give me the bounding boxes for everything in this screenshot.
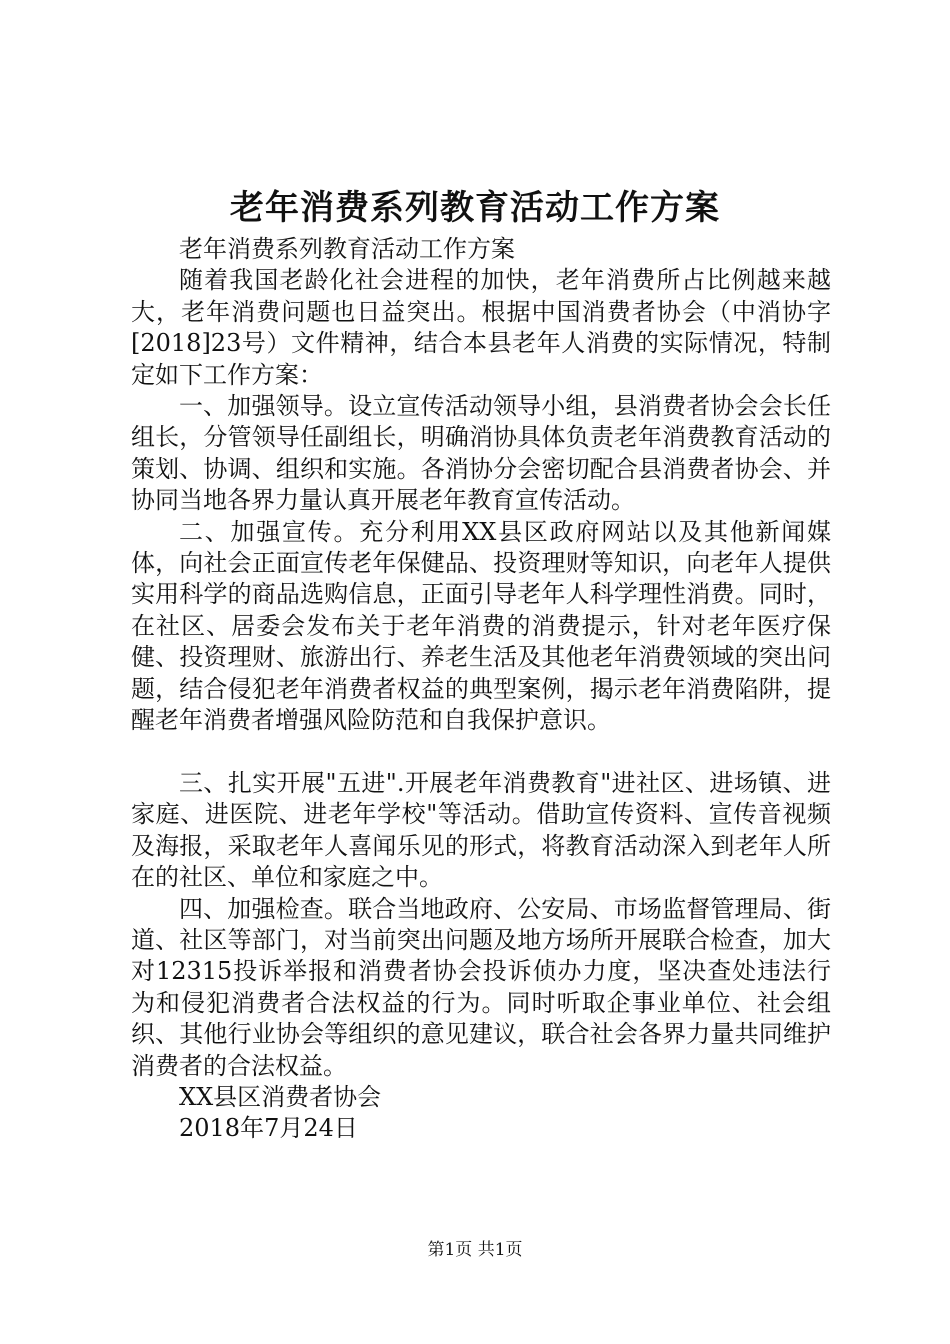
date-line: 2018年7月24日 xyxy=(179,1114,358,1143)
paragraph-gap xyxy=(131,737,831,768)
signature-line: XX县区消费者协会 xyxy=(179,1082,382,1111)
document-title: 老年消费系列教育活动工作方案 xyxy=(230,188,720,228)
subtitle-paragraph: 老年消费系列教育活动工作方案 xyxy=(179,235,515,263)
page-footer: 第1页 共1页 xyxy=(427,1240,523,1260)
section-inspection-paragraph: 四、加强检查。联合当地政府、公安局、市场监督管理局、街道、社区等部门，对当前突出问题及地方场所开展联合检查，加大对12315投诉举报和消费者协会投诉侦办力度，坚决查处违法行为和侵犯消费者合法权益的行为。同时听取企事业单位、社会组织、其他行业协会等组织的意见建议，联合社会各界力量共同维护消费者的合法权益。 xyxy=(131,894,831,1080)
section-five-entries-paragraph: 三、扎实开展"五进".开展老年消费教育"进社区、进场镇、进家庭、进医院、进老年学校"等活动。借助宣传资料、宣传音视频及海报，采取老年人喜闻乐见的形式，将教育活动深入到老年人所在的社区、单位和家庭之中。 xyxy=(131,768,831,892)
section-leadership-paragraph: 一、加强领导。设立宣传活动领导小组，县消费者协会会长任组长，分管领导任副组长，明确消协具体负责老年消费教育活动的策划、协调、组织和实施。各消协分会密切配合县消费者协会、并协同当地各界力量认真开展老年教育宣传活动。 xyxy=(131,392,831,515)
intro-paragraph: 随着我国老龄化社会进程的加快，老年消费所占比例越来越大，老年消费问题也日益突出。根据中国消费者协会（中消协字[2018]23号）文件精神，结合本县老年人消费的实际情况，特制定如下工作方案： xyxy=(131,266,831,389)
document-body xyxy=(131,234,831,1145)
section-publicity-paragraph: 二、加强宣传。充分利用XX县区政府网站以及其他新闻媒体，向社会正面宣传老年保健品、投资理财等知识，向老年人提供实用科学的商品选购信息，正面引导老年人科学理性消费。同时，在社区、居委会发布关于老年消费的消费提示，针对老年医疗保健、投资理财、旅游出行、养老生活及其他老年消费领域的突出问题，结合侵犯老年消费者权益的典型案例，揭示老年消费陷阱，提醒老年消费者增强风险防范和自我保护意识。 xyxy=(131,517,831,735)
